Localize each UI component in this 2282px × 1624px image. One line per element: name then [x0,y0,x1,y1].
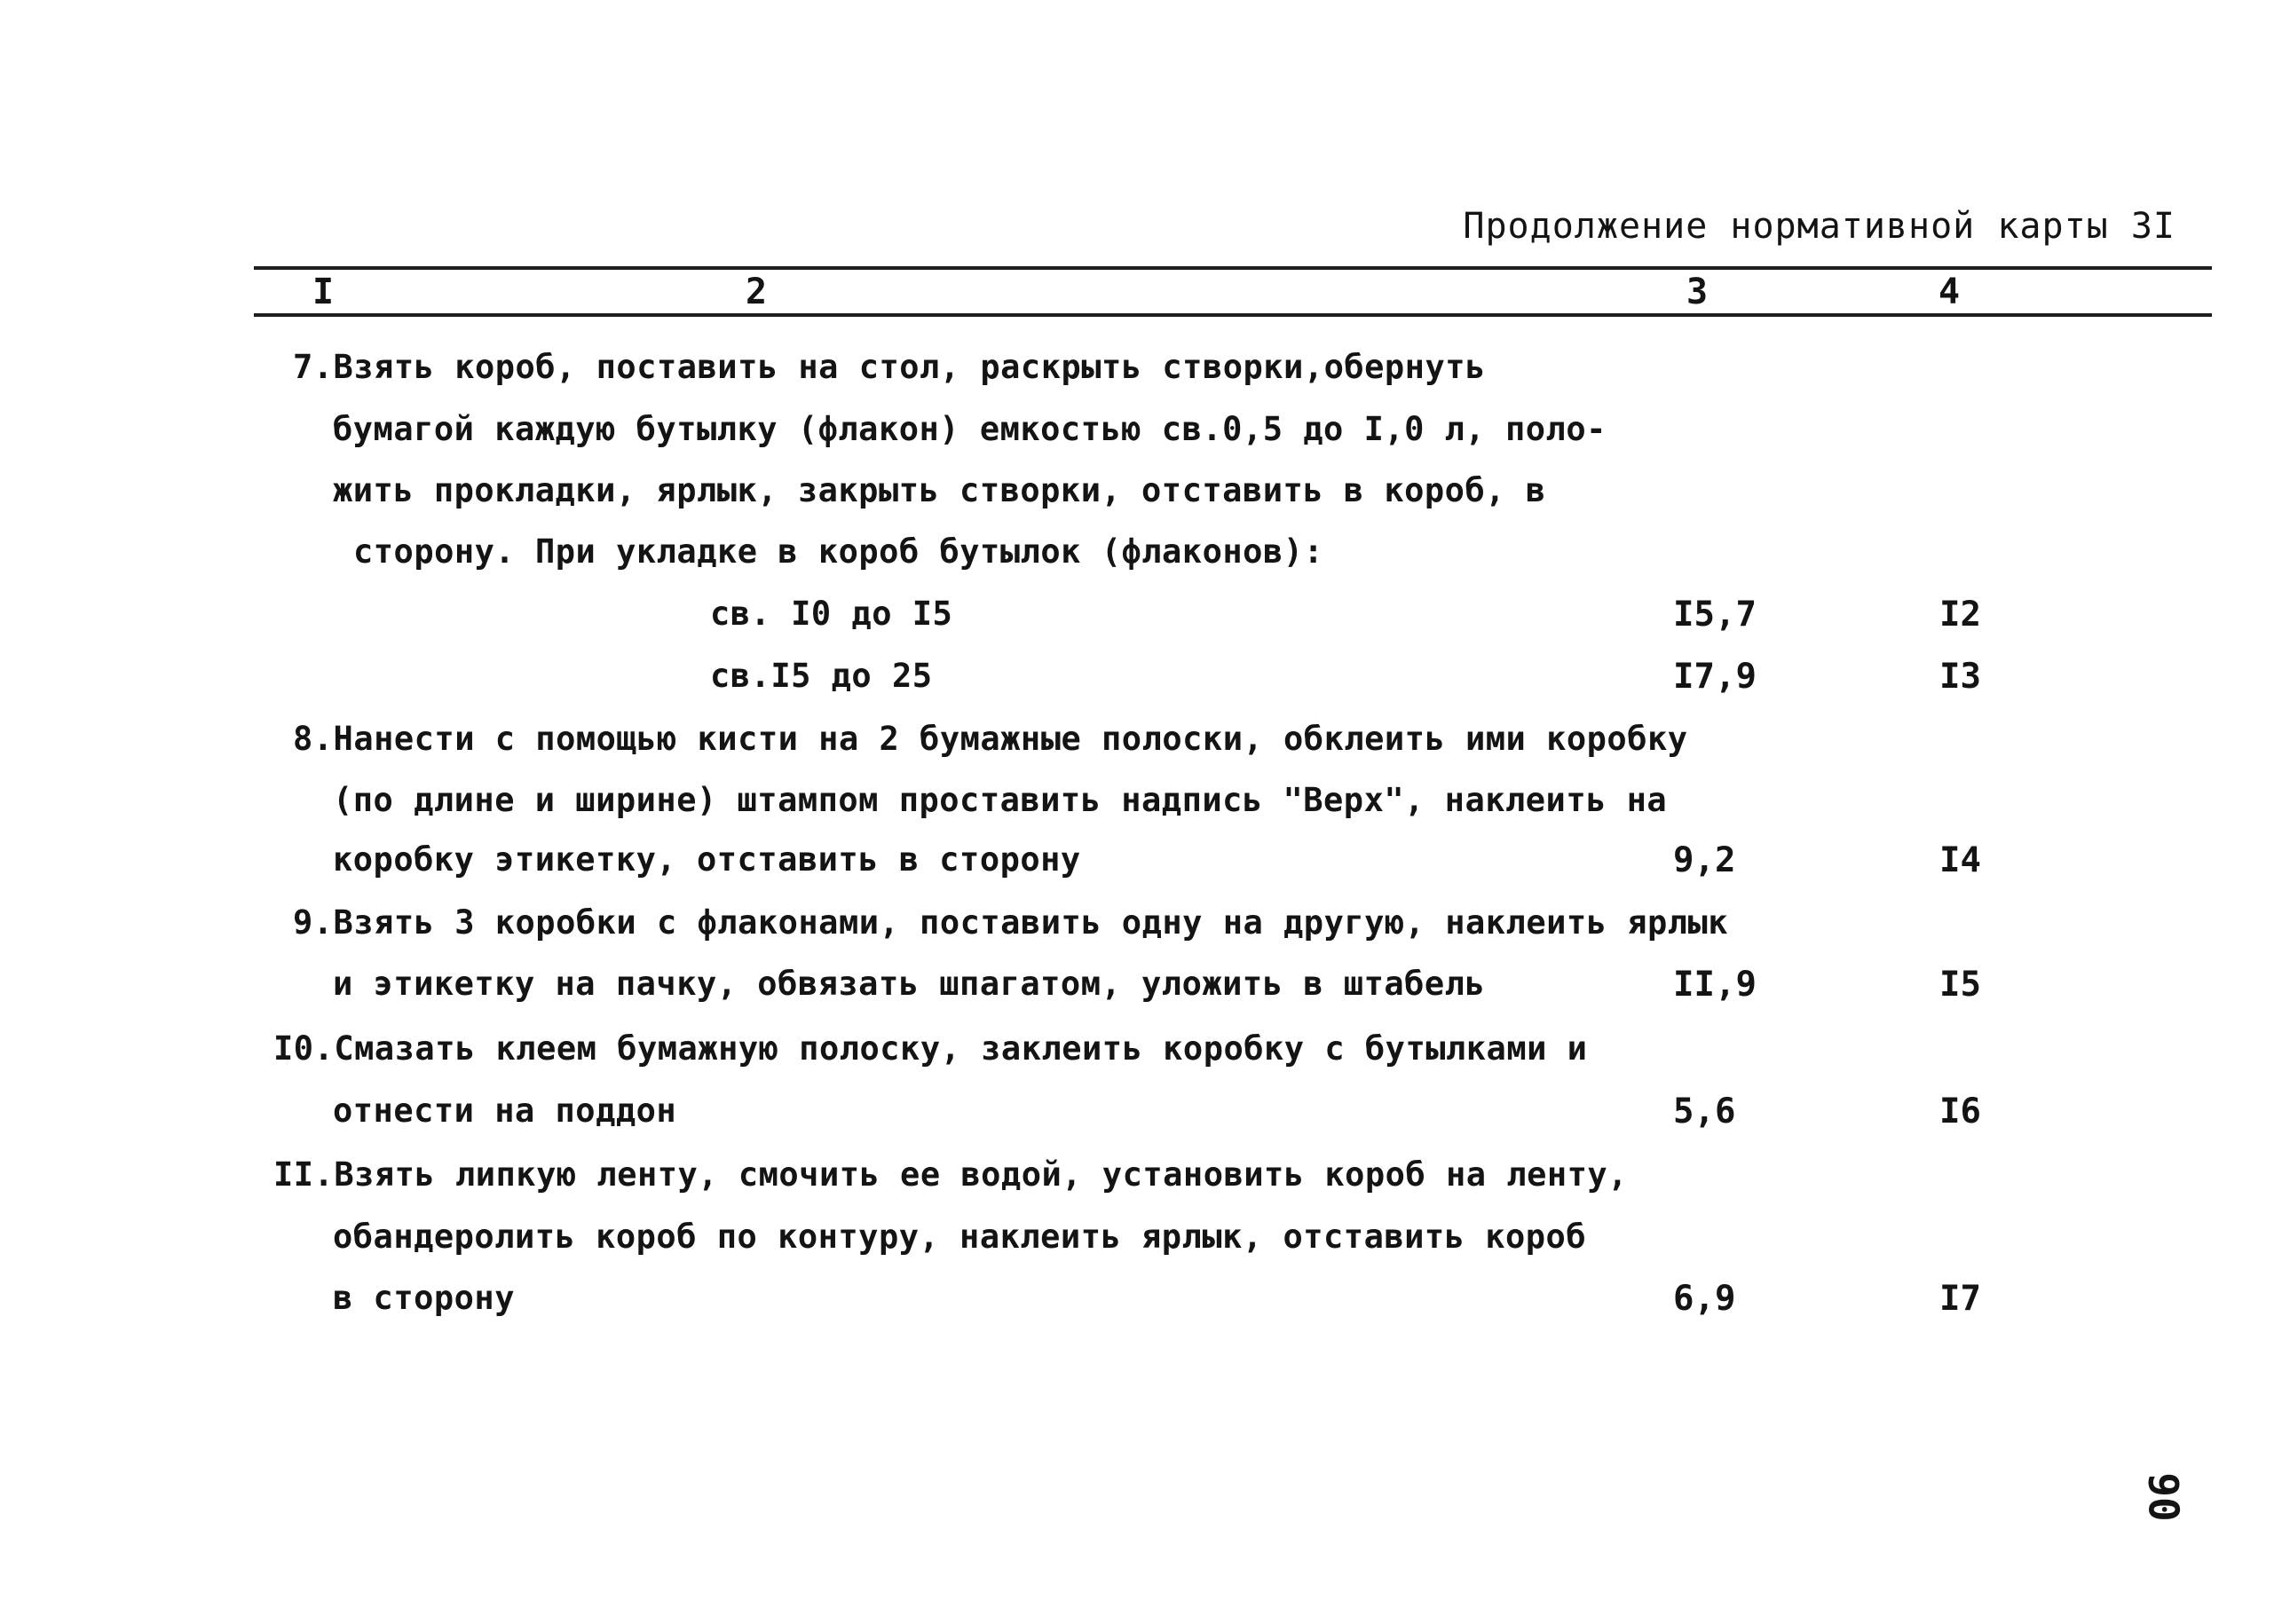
item-11-col4: I7 [1939,1279,1981,1319]
page-number: 90 [2139,1472,2188,1522]
column-header-1: I [312,272,335,312]
column-header-3: 3 [1686,272,1709,312]
item-11-line-3: в сторону [333,1279,515,1317]
item-11-line-2: обандеролить короб по контуру, наклеить ярлык, отставить короб [333,1218,1587,1256]
item-8-col4: I4 [1939,840,1981,880]
item-9-col3: II,9 [1673,965,1757,1005]
item-7-subrow-2-label: св.I5 до 25 [710,657,933,695]
item-7-line-1: 7.Взять короб, поставить на стол, раскрыть створки,обернуть [293,348,1486,386]
item-8-line-1: 8.Нанести с помощью кисти на 2 бумажные полоски, обклеить ими коробку [293,720,1688,758]
item-9-line-2: и этикетку на пачку, обвязать шпагатом, уложить в штабель [333,965,1486,1003]
item-7-subrow-2-col3: I7,9 [1673,657,1757,697]
item-7-subrow-1-col4: I2 [1939,595,1981,635]
item-9-line-1: 9.Взять 3 коробки с флаконами, поставить одну на другую, наклеить ярлык [293,903,1729,942]
item-8-line-3: коробку этикетку, отставить в сторону [333,840,1081,879]
item-10-col3: 5,6 [1673,1092,1736,1131]
column-header-2: 2 [746,272,768,312]
table-top-rule [254,266,2212,270]
table-header-rule [254,313,2212,317]
item-7-line-4: сторону. При укладке в короб бутылок (флаконов): [353,532,1324,571]
item-10-line-1: I0.Смазать клеем бумажную полоску, заклеить коробку с бутылками и [273,1029,1588,1068]
item-7-line-3: жить прокладки, ярлык, закрыть створки, отставить в короб, в [333,471,1546,509]
item-11-col3: 6,9 [1673,1279,1736,1319]
item-7-subrow-2-col4: I3 [1939,657,1981,697]
item-11-line-1: II.Взять липкую ленту, смочить ее водой, установить короб на ленту, [273,1155,1628,1194]
item-7-subrow-1-label: св. I0 до I5 [710,595,953,633]
item-8-line-2: (по длине и ширине) штампом проставить надпись "Верх", наклеить на [333,781,1668,819]
item-10-line-2: отнести на поддон [333,1092,677,1130]
continuation-header: Продолжение нормативной карты 3I [1463,206,2175,247]
item-8-col3: 9,2 [1673,840,1736,880]
item-7-subrow-1-col3: I5,7 [1673,595,1757,635]
item-10-col4: I6 [1939,1092,1981,1131]
item-9-col4: I5 [1939,965,1981,1005]
item-7-line-2: бумагой каждую бутылку (флакон) емкостью св.0,5 до I,0 л, поло- [333,410,1607,448]
column-header-4: 4 [1939,272,1961,312]
